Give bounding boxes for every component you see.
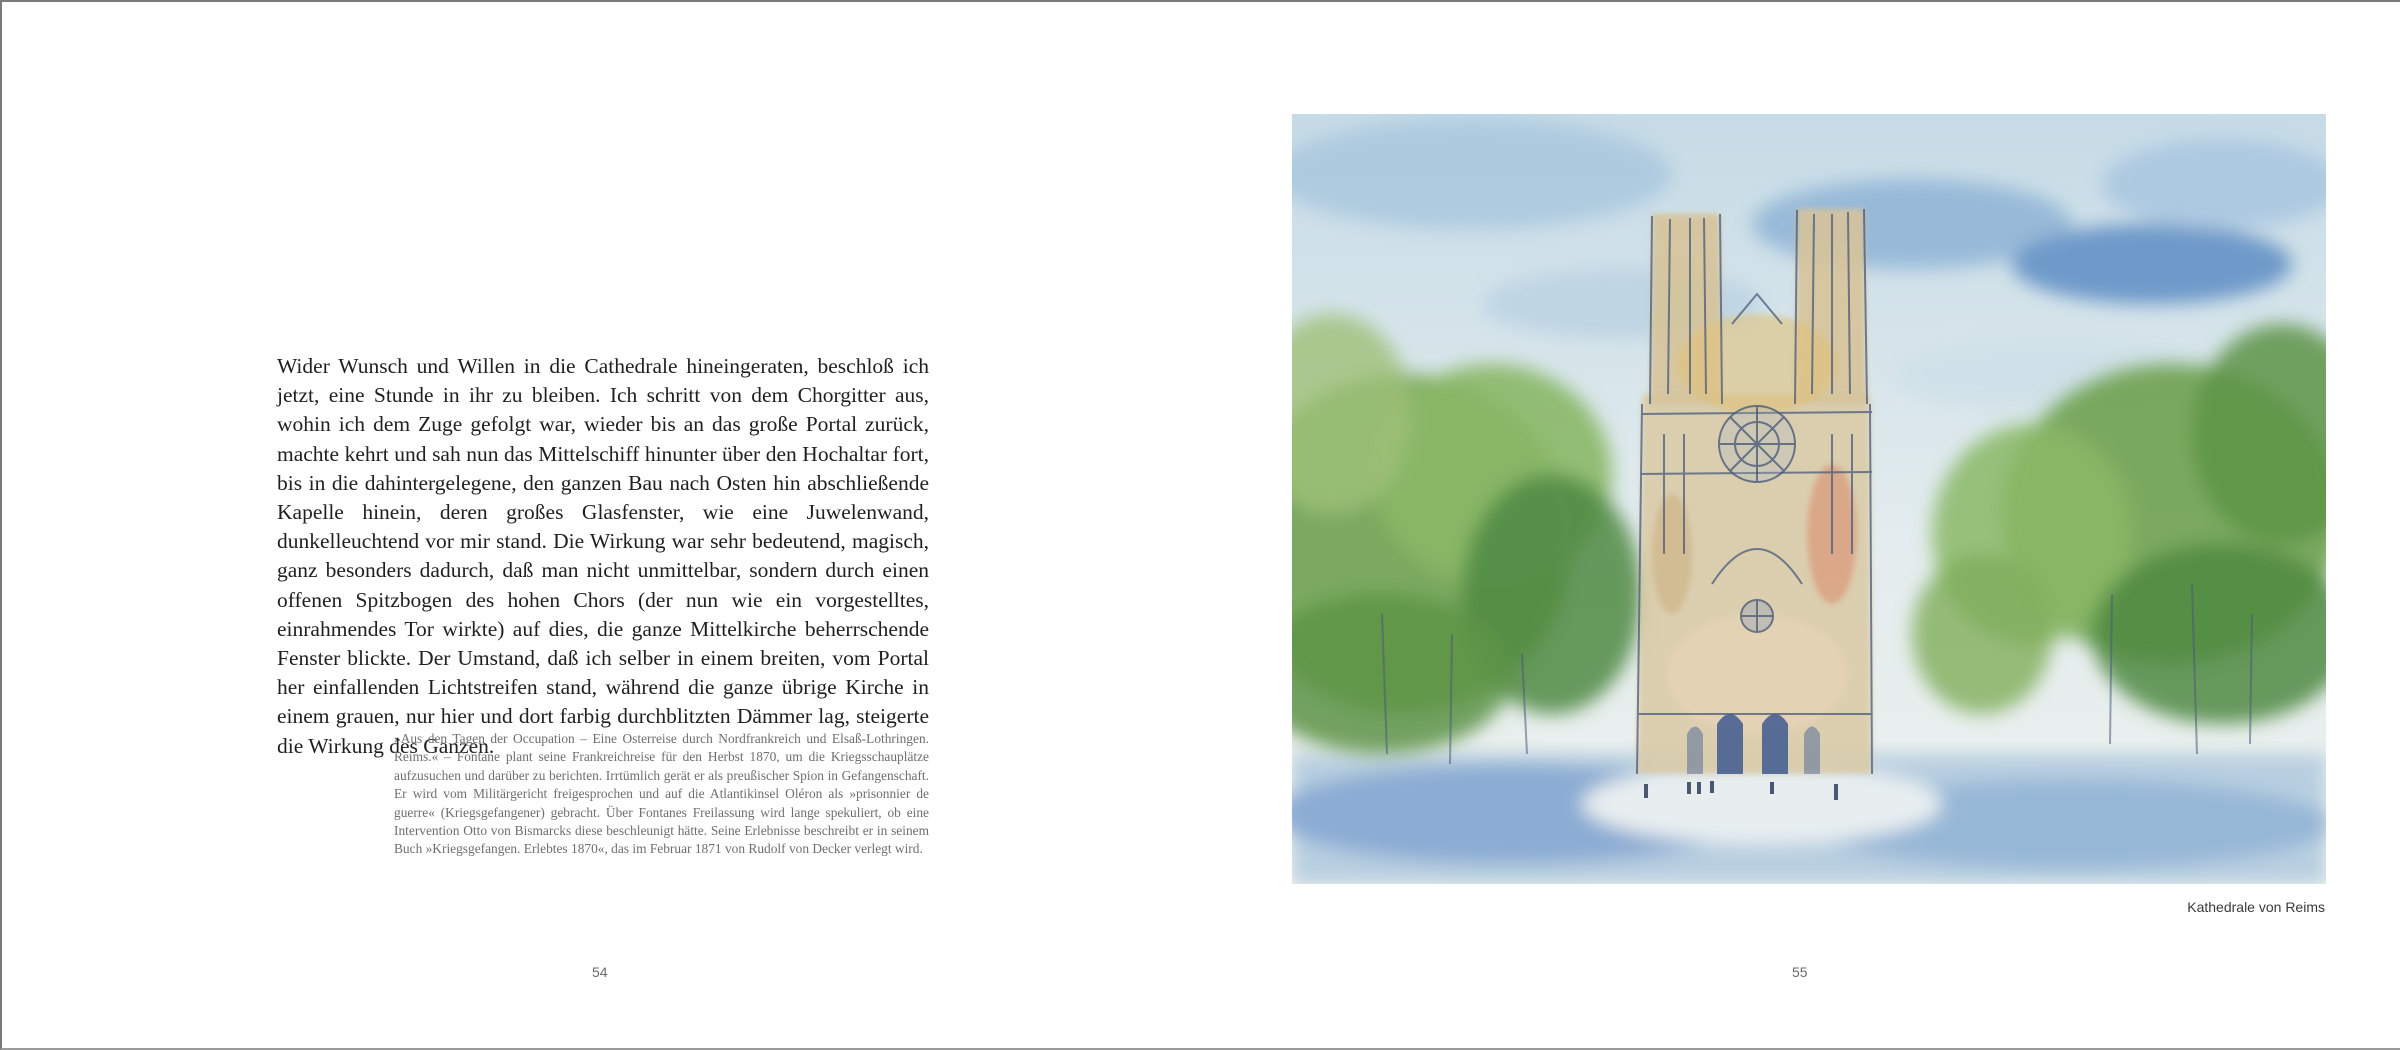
rose-window: [1719, 406, 1795, 482]
artwork-caption: Kathedrale von Reims: [2187, 899, 2325, 915]
page-number-left: 54: [592, 964, 608, 980]
footnote: »Aus den Tagen der Occupation – Eine Osterreise durch Nordfrankreich und Elsaß-Lothringen. Reims.« – Fontane plant seine Frankreichreise für den Herbst 1870, um die Kriegsschauplätze aufzusuchen und darüber zu berichten. Irrtümlich gerät er als preußischer Spion in Gefangenschaft. Er wird vom Militärgericht freigesprochen und auf die Atlantikinsel Oléron als »prisonnier de guerre« (Kriegsgefangener) gebracht. Über Fontanes Freilassung wird lange spekuliert, ob eine Intervention Otto von Bismarcks diese beschleunigt hätte. Seine Erlebnisse beschreibt er in seinem Buch »Kriegsgefangen. Erlebtes 1870«, das im Februar 1871 von Rudolf von Decker verlegt wird.: [394, 731, 929, 857]
cathedral-watercolor: [1292, 114, 2326, 884]
left-page: [2, 2, 1202, 1050]
body-text: Wider Wunsch und Willen in die Cathedrale hineingeraten, beschloß ich jetzt, eine Stunde in ihr zu bleiben. Ich schritt von dem Chorgitter aus, wohin ich dem Zuge gefolgt war, wieder bis an das große Portal zurück, machte kehrt und sah nun das Mittelschiff hinunter über den Hochaltar fort, bis in die dahintergelegene, den ganzen Bau nach Osten hin abschließende Kapelle hinein, deren großes Glasfenster, wie eine Juwelenwand, dunkelleuchtend vor mir stand. Die Wirkung war sehr bedeutend, magisch, ganz besonders dadurch, daß man nicht unmittelbar, sondern durch einen offenen Spitzbogen des hohen Chors (der nun wie ein vorgestelltes, einrahmendes Tor wirkte) auf dies, die ganze Mittelkirche beherrschende Fenster blickte. Der Umstand, daß ich selber in einem breiten, vom Portal her einfallenden Lichtstreifen stand, während die ganze übrige Kirche in einem grauen, nur hier und dort farbig durchblitzten Dämmer lag, steigerte die Wirkung des Ganzen.: [277, 354, 929, 758]
portal-rose-window: [1741, 600, 1773, 632]
plaza-light: [1582, 764, 1942, 844]
sky-cloud: [2012, 224, 2292, 304]
right-page: [1202, 2, 2400, 1050]
page-number-right: 55: [1792, 964, 1808, 980]
